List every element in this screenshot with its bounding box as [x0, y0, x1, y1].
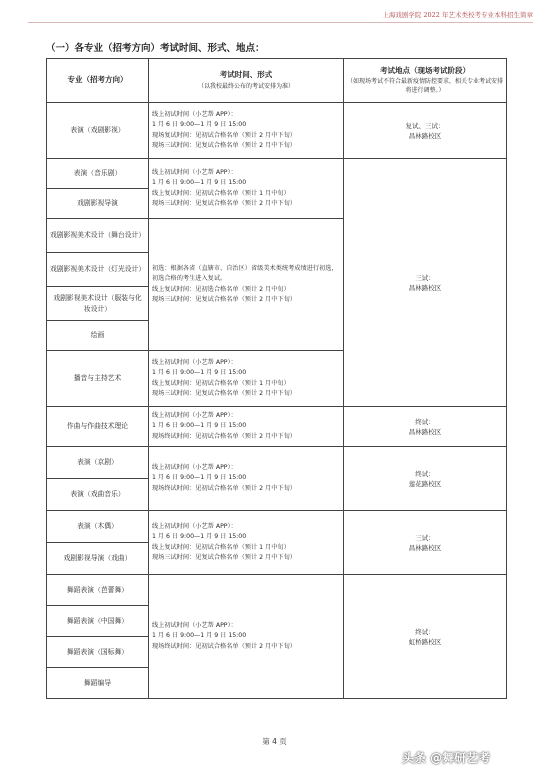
- exam-place-cell: 复试、三试： 昌林路校区: [344, 103, 507, 159]
- major-cell: 表演（音乐剧）: [47, 159, 149, 189]
- major-cell: 表演（戏剧影视）: [47, 103, 149, 159]
- major-cell: 戏剧影视导演（戏曲）: [47, 543, 149, 575]
- exam-place-cell: 三试： 昌林路校区: [344, 159, 507, 407]
- major-cell: 戏剧影视美术设计（服装与化妆设计）: [47, 287, 149, 321]
- major-cell: 舞蹈表演（国标舞）: [47, 637, 149, 668]
- exam-time-cell: 线上初试时间（小艺帮 APP）： 1 月 6 日 9:00—1 月 9 日 15:00 现场终试时间：见初试合格名单（预计 2 月中下旬）: [149, 447, 344, 511]
- major-cell: 舞蹈表演（芭蕾舞）: [47, 575, 149, 606]
- major-cell: 表演（木偶）: [47, 511, 149, 543]
- table-row: [47, 407, 507, 447]
- exam-schedule-table: [46, 58, 507, 699]
- exam-place-cell: 三试： 昌林路校区: [344, 511, 507, 575]
- header-rule: [28, 22, 533, 23]
- major-cell: 戏剧影视美术设计（舞台设计）: [47, 219, 149, 253]
- major-cell: 舞蹈编导: [47, 668, 149, 699]
- table-header-row: [47, 59, 507, 103]
- major-cell: 作曲与作曲技术理论: [47, 407, 149, 447]
- section-title: （一）各专业（招考方向）考试时间、形式、地点：: [46, 43, 265, 54]
- table-row: [47, 447, 507, 479]
- exam-time-cell: 线上初试时间（小艺帮 APP）： 1 月 6 日 9:00—1 月 9 日 15:00 线上复试时间：见初试合格名单（预计 1 月中旬） 现场三试时间：见复试合格名单（预计 2 月中下旬）: [149, 511, 344, 575]
- column-header-time: 考试时间、形式 （以我校最终公布的考试安排为准）: [149, 59, 344, 103]
- exam-place-cell: 终试： 虹桥路校区: [344, 575, 507, 699]
- exam-place-cell: 终试： 昌林路校区: [344, 407, 507, 447]
- table-row: [47, 159, 507, 189]
- column-header-place-note: （如现场考试不符合最新疫情防控要求，相关专业考试安排将进行调整。）: [347, 78, 504, 94]
- major-cell: 戏剧影视导演: [47, 189, 149, 219]
- exam-place-cell: 终试： 莲花路校区: [344, 447, 507, 511]
- exam-time-cell: 初选：根据各省（直辖市、自治区）省级美术类统考成绩进行初选，初选合格的考生进入复试。 线上复试时间：见初选合格名单（预计 2 月中旬） 现场三试时间：见复试合格名单（预计 2 月中下旬）: [149, 219, 344, 351]
- major-cell: 表演（京剧）: [47, 447, 149, 479]
- watermark-logo: 头条 @舞研艺考: [402, 751, 491, 765]
- exam-time-cell: 线上初试时间（小艺帮 APP）： 1 月 6 日 9:00—1 月 9 日 15:00 现场终试时间：见初试合格名单（预计 2 月中下旬）: [149, 407, 344, 447]
- page-number: 第 4 页: [262, 737, 287, 746]
- table-row: [47, 511, 507, 543]
- exam-time-cell: 线上初试时间（小艺帮 APP）： 1 月 6 日 9:00—1 月 9 日 15:00 线上复试时间：见初试合格名单（预计 1 月中旬） 现场三试时间：见复试合格名单（预计 2 月中下旬）: [149, 159, 344, 219]
- column-header-major: 专业（招考方向）: [47, 59, 149, 103]
- major-cell: 播音与主持艺术: [47, 351, 149, 407]
- exam-time-cell: 线上初试时间（小艺帮 APP）： 1 月 6 日 9:00—1 月 9 日 15:00 线上复试时间：见初试合格名单（预计 1 月中旬） 现场三试时间：见复试合格名单（预计 2 月中下旬）: [149, 351, 344, 407]
- column-header-place: 考试地点（现场考试阶段） （如现场考试不符合最新疫情防控要求，相关专业考试安排将进行调整。）: [344, 59, 507, 103]
- column-header-time-note: （以我校最终公布的考试安排为准）: [197, 82, 294, 90]
- exam-time-cell: 线上初试时间（小艺帮 APP）： 1 月 6 日 9:00—1 月 9 日 15:00 现场终试时间：见初试合格名单（预计 2 月中下旬）: [149, 575, 344, 699]
- major-cell: 表演（戏曲音乐）: [47, 479, 149, 511]
- major-cell: 戏剧影视美术设计（灯光设计）: [47, 253, 149, 287]
- running-header: 上海戏剧学院 2022 年艺术类校考专业本科招生简章: [382, 11, 533, 19]
- major-cell: 绘画: [47, 321, 149, 351]
- major-cell: 舞蹈表演（中国舞）: [47, 606, 149, 637]
- exam-time-cell: 线上初试时间（小艺帮 APP）： 1 月 6 日 9:00—1 月 9 日 15:00 现场复试时间：见初试合格名单（预计 2 月中下旬） 现场三试时间：见复试合格名单（预计 2 月中下旬）: [149, 103, 344, 159]
- table-row: [47, 575, 507, 606]
- table-row: [47, 103, 507, 159]
